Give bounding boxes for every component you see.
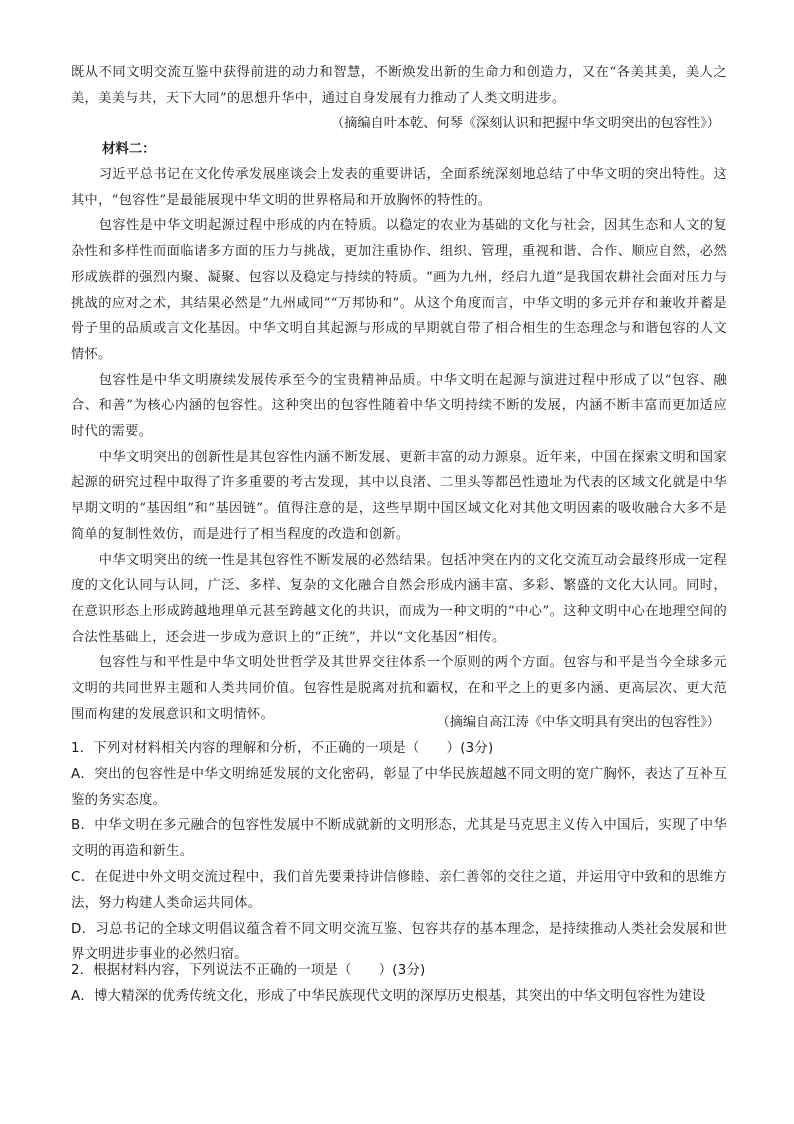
material2-paragraph: 包容性是中华文明赓续发展传承至今的宝贵精神品质。中华文明在起源与演进过程中形成了以“包容、融合、和善”为核心内涵的包容性。这种突出的包容性随着中华文明持续不断的发展，内涵不断丰富而更加适应时代的需要。	[71, 372, 727, 440]
question-1	[71, 736, 727, 968]
material2-paragraph: 中华文明突出的创新性是其包容性内涵不断发展、更新丰富的动力源泉。近年来，中国在探索文明和国家起源的研究过程中取得了许多重要的考古发现，其中以良渚、二里头等都邑性遗址为代表的区域文化就是中华早期文明的“基因组”和“基因链”。值得注意的是，这些早期中国区域文化对其他文明因素的吸收融合大多不是简单的复制性效仿，而是进行了相当程度的改造和创新。	[71, 449, 727, 542]
material2-source: （摘编自高江涛《中华文明具有突出的包容性》）	[436, 715, 720, 730]
question-2	[71, 958, 727, 1010]
option-a[interactable]: A．突出的包容性是中华文明绵延发展的文化密码，彰显了中华民族超越不同文明的宽广胸怀，表达了互补互鉴的务实态度。	[71, 766, 727, 808]
option-b[interactable]: B．中华文明在多元融合的包容性发展中不断成就新的文明形态，尤其是马克思主义传入中国后，实现了中华文明的再造和新生。	[71, 818, 727, 860]
material2-paragraph: 包容性与和平性是中华文明处世哲学及其世界交往体系一个原则的两个方面。包容与和平是当今全球多元文明的共同世界主题和人类共同价值。包容性是脱离对抗和霸权，在和平之上的更多内涵、更高层次、更大范围而构建的发展意识和文明情怀。	[71, 655, 727, 722]
material2-label: 材料二：	[102, 141, 156, 157]
material1-tail-text: 既从不同文明交流互鉴中获得前进的动力和智慧，不断焕发出新的生命力和创造力，又在“各美其美，美人之美，美美与共，天下大同”的思想升华中，通过自身发展有力推动了人类文明进步。	[71, 65, 727, 106]
material2-body	[71, 162, 727, 727]
option-a[interactable]: A．博大精深的优秀传统文化，形成了中华民族现代文明的深厚历史根基，其突出的中华文明包容性为建设	[71, 988, 706, 1004]
material2-paragraph: 中华文明突出的统一性是其包容性不断发展的必然结果。包括冲突在内的文化交流互动会最终形成一定程度的文化认同与认同，广泛、多样、复杂的文化融合自然会形成内涵丰富、多彩、繁盛的文化大认同。同时，在意识形态上形成跨越地理单元甚至跨越文化的共识，而成为一种文明的“中心”。这种文明中心在地理空间的合法性基础上，还会进一步成为意识上的“正统”，并以“文化基因”相传。	[71, 552, 727, 645]
question-stem: 2．根据材料内容，下列说法不正确的一项是（ ）(3分)	[71, 963, 426, 978]
question-stem: 1．下列对材料相关内容的理解和分析，不正确的一项是（ ）(3分)	[71, 741, 494, 756]
material1-source: （摘编自叶本乾、何琴《深刻认识和把握中华文明突出的包容性》）	[330, 116, 720, 131]
material2-paragraph: 习近平总书记在文化传承发展座谈会上发表的重要讲话，全面系统深刻地总结了中华文明的突出特性。这其中，“包容性”是最能展现中华文明的世界格局和开放胸怀的特性的。	[71, 167, 727, 208]
material2-paragraph: 包容性是中华文明起源过程中形成的内在特质。以稳定的农业为基础的文化与社会，因其生态和人文的复杂性和多样性而面临诸多方面的压力与挑战，更加注重协作、组织、管理，重视和谐、合作、顺应自然，必然形成族群的强烈内聚、凝聚、包容以及稳定与持续的特质。“画为九州，经启九道”是我国农耕社会面对压力与挑战的应对之术，其结果必然是“九州咸同”“万邦协和”。从这个角度而言，中华文明的多元并存和兼收并蓄是骨子里的品质或言文化基因。中华文明自其起源与形成的早期就自带了相合相生的生态理念与和谐包容的人文情怀。	[71, 218, 727, 362]
option-d[interactable]: D．习总书记的全球文明倡议蕴含着不同文明交流互鉴、包容共存的基本理念，是持续推动人类社会发展和世界文明进步事业的必然归宿。	[71, 921, 727, 963]
option-c[interactable]: C．在促进中外文明交流过程中，我们首先要秉持讲信修睦、亲仁善邻的交往之道，并运用守中致和的思维方法，努力构建人类命运共同体。	[71, 869, 727, 911]
material1-tail	[71, 60, 727, 111]
